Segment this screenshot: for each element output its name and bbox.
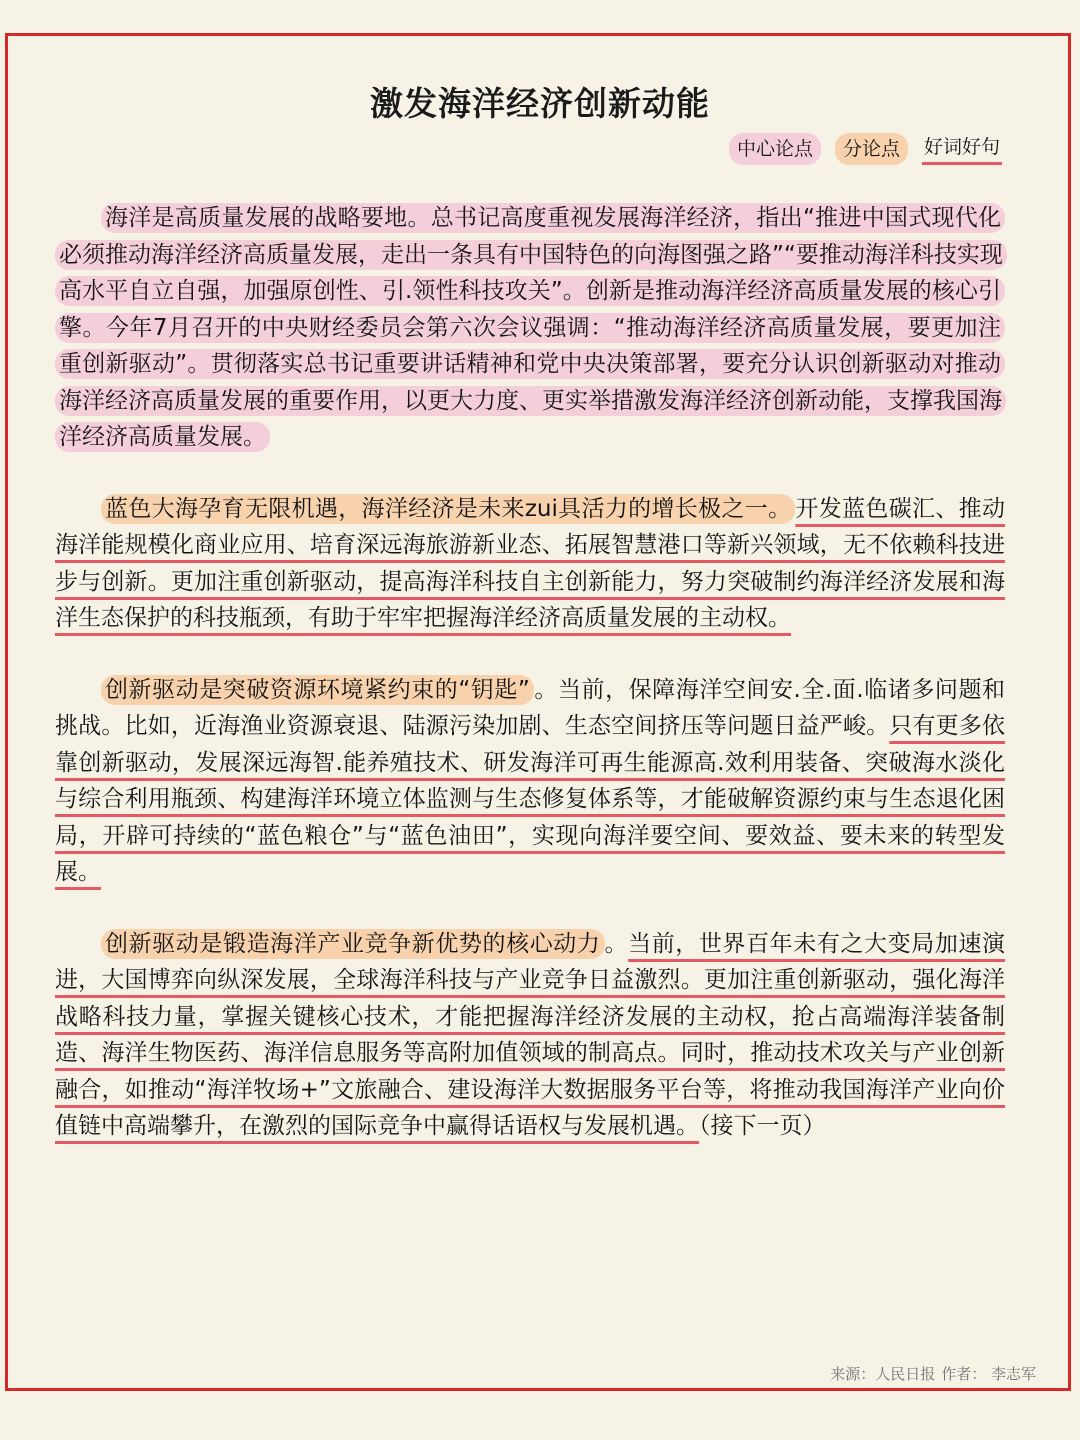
paragraph-3 [55,672,1005,891]
sub-argument-text: 蓝色大海孕育无限机遇，海洋经济是未来zui具活力的增长极之一。 [101,494,795,524]
article-body [55,200,1005,1180]
center-argument-text: 海洋是高质量发展的战略要地。总书记高度重视发展海洋经济，指出“推进中国式现代化必须推动海洋经济高质量发展，走出一条具有中国特色的向海图强之路”“要推动海洋科技实现高水平自立自强，加强原创性、引.领性科技攻关”。创新是推动海洋经济高质量发展的核心引擎。今年7月召开的中央财经委员会第六次会议强调：“推动海洋经济高质量发展，要更加注重创新驱动”。贯彻落实总书记重要讲话精神和党中央决策部署，要充分认识创新驱动对推动海洋经济高质量发展的重要作用，以更大力度、更实举措激发海洋经济创新动能，支撑我国海洋经济高质量发展。 [55,203,1007,452]
page-title: 激发海洋经济创新动能 [370,84,710,123]
legend-sub-argument: 分论点 [835,133,908,165]
sub-argument-text: 创新驱动是锻造海洋产业竞争新优势的核心动力 [101,929,605,959]
good-phrase-text: 只有更多依靠创新驱动，发展深远海智.能养殖技术、研发海洋可再生能源高.效利用装备、突破海水淡化与综合利用瓶颈、构建海洋环境立体监测与生态修复体系等，才能破解资源约束与生态退化困局，开辟可持续的“蓝色粮仓”与“蓝色油田”，实现向海洋要空间、要效益、要未来的转型发展。 [55,713,1006,885]
plain-text: 。当前，保障海洋空间安.全.面.临诸多问题和挑战。比如，近海渔业资源衰退、陆源污染加剧、生态空间挤压等问题日益严峻。 [55,676,1005,739]
source-label: 来源：人民日报 [830,1365,936,1383]
author-label: 作者： 李志军 [941,1365,1036,1383]
sub-argument-text: 创新驱动是突破资源环境紧约束的“钥匙” [101,675,534,705]
good-phrase-text: 当前，世界百年未有之大变局加速演进，大国博弈向纵深发展，全球海洋科技与产业竞争日益激烈。更加注重创新驱动，强化海洋战略科技力量，掌握关键核心技术，才能把握海洋经济发展的主动权，抢占高端海洋装备制造、海洋生物医药、海洋信息服务等高附加值领域的制高点。同时，推动技术攻关与产业创新融合，如推动“海洋牧场+”文旅融合、建设海洋大数据服务平台等，将推动我国海洋产业向价值链中高端攀升，在激烈的国际竞争中赢得话语权与发展机遇。 [55,930,1006,1139]
paragraph-4 [55,926,1005,1145]
legend-center-argument: 中心论点 [729,133,821,165]
legend-good-phrases: 好词好句 [922,133,1002,165]
highlight-legend [729,133,1002,165]
continue-note: （接下一页） [699,1113,826,1139]
plain-text: 。 [604,930,629,957]
paragraph-1 [55,200,1005,456]
good-phrase-text: 开发蓝色碳汇、推动海洋能规模化商业应用、培育深远海旅游新业态、拓展智慧港口等新兴领域，无不依赖科技进步与创新。更加注重创新驱动，提高海洋科技自主创新能力，努力突破制约海洋经济发展和海洋生态保护的科技瓶颈，有助于牢牢把握海洋经济高质量发展的主动权。 [55,495,1006,631]
paragraph-2 [55,491,1005,637]
source-credit [824,1363,1036,1384]
